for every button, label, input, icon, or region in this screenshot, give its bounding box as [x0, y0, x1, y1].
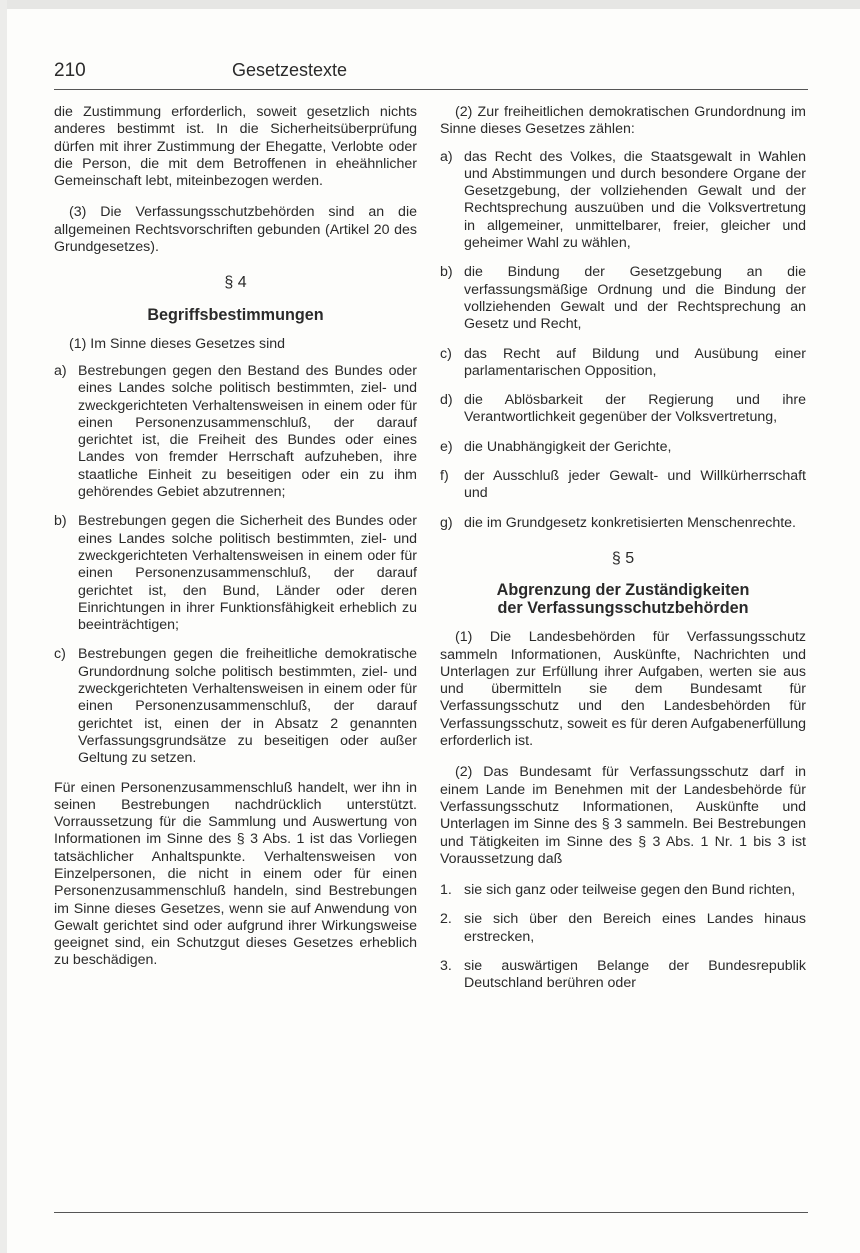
list-marker: b)	[440, 264, 453, 281]
list-text: die Bindung der Gesetzgebung an die verfassungsmäßige Ordnung und die Bindung der vollziehenden Gewalt und der Rechtsprechung an Gesetz und Recht,	[464, 264, 806, 333]
section-title-line: Abgrenzung der Zuständigkeiten	[496, 581, 750, 600]
list-item	[440, 264, 806, 333]
list-item	[440, 392, 806, 427]
section-title	[440, 581, 806, 617]
list-item	[440, 911, 806, 946]
list-text: der Ausschluß jeder Gewalt- und Willkürherrschaft und	[464, 468, 806, 502]
list-marker: 2.	[440, 911, 452, 928]
list-item	[440, 515, 806, 532]
left-column	[54, 104, 417, 984]
list-item	[440, 346, 806, 381]
list-marker: f)	[440, 468, 449, 485]
list-text: Bestrebungen gegen die Sicherheit des Bundes oder eines Landes solche politisch bestimmten, ziel- und zweckgerichteten Verhaltensweisen in einem oder für einen Personenzusammenschluß, der darauf gerichtet ist, den Bund, Länder oder deren Einrichtungen in ihrer Funktionsfähigkeit erheblich zu beeinträchtigen;	[78, 513, 417, 634]
page-edge-left	[0, 0, 7, 1253]
list-text: das Recht des Volkes, die Staatsgewalt in Wahlen und Abstimmungen und durch besondere Organe der Gesetzgebung, der vollziehenden Gewalt und der Rechtsprechung auszuüben und die Volksvertretung in allgemeiner, unmittelbarer, freier, gleicher und geheimer Wahl zu wählen,	[464, 148, 806, 252]
list-marker: g)	[440, 514, 453, 531]
list-text: die Unabhängigkeit der Gerichte,	[464, 438, 672, 455]
running-head: Gesetzestexte	[232, 60, 348, 80]
section-number: § 4	[224, 274, 247, 292]
list-marker: 1.	[440, 882, 452, 899]
list-text: sie auswärtigen Belange der Bundesrepublik Deutschland berühren oder	[464, 957, 806, 992]
paragraph: (1) Im Sinne dieses Gesetzes sind	[69, 335, 286, 352]
list-text: sie sich über den Bereich eines Landes hinaus erstrecken,	[464, 911, 806, 945]
list-text: sie sich ganz oder teilweise gegen den Bund richten,	[464, 882, 796, 899]
list-item	[440, 149, 806, 253]
list-marker: d)	[440, 392, 453, 409]
list-text: die im Grundgesetz konkretisierten Menschenrechte.	[464, 514, 796, 531]
list-marker: a)	[440, 148, 453, 165]
header-rule	[54, 89, 808, 90]
list-text: die Ablösbarkeit der Regierung und ihre Verantwortlichkeit gegenüber der Volksvertretung,	[464, 392, 806, 426]
paragraph: (2) Zur freiheitlichen demokratischen Grundordnung im Sinne dieses Gesetzes zählen:	[440, 104, 806, 138]
list-text: Bestrebungen gegen den Bestand des Bundes oder eines Landes solche politisch bestimmten, ziel- und zweckgerichteten Verhaltensweisen in einem oder für einen Personenzusammenschluß, der darauf gerichtet ist, die Freiheit des Bundes oder eines Landes von fremder Herrschaft aufzuheben, ihre staatliche Einheit zu beseitigen oder ein zu ihm gehörendes Gebiet abzutrennen;	[78, 362, 417, 501]
list-item	[54, 646, 417, 767]
footer-rule	[54, 1212, 808, 1213]
list-item	[440, 958, 806, 993]
list-item	[54, 513, 417, 634]
list-marker: b)	[54, 513, 67, 530]
section-title-line: der Verfassungsschutzbehörden	[497, 599, 749, 618]
paragraph: (1) Die Landesbehörden für Verfassungsschutz sammeln Informationen, Auskünfte, Nachrichten und Unterlagen zur Erfüllung ihrer Aufgaben, werten sie aus und übermitteln sie dem Bundesamt für Verfassungsschutz und den Landesbehörden für Verfassungsschutz, soweit es für deren Aufgabenerfüllung erforderlich ist.	[440, 629, 806, 750]
page-edge	[0, 0, 860, 9]
list-item	[54, 363, 417, 501]
paragraph: (2) Das Bundesamt für Verfassungsschutz darf in einem Lande im Benehmen mit der Landesbehörde für Verfassungsschutz Informationen, Auskünfte und Unterlagen im Sinne des § 3 sammeln. Bei Bestrebungen und Tätigkeiten im Sinne des § 3 Abs. 1 Nr. 1 bis 3 ist Voraussetzung daß	[440, 764, 806, 867]
list-item	[440, 468, 806, 503]
section-title: Begriffsbestimmungen	[147, 305, 324, 324]
page-header	[54, 60, 808, 88]
paragraph: (3) Die Verfassungsschutzbehörden sind an die allgemeinen Rechtsvorschriften gebunden (Artikel 20 des Grundgesetzes).	[54, 204, 417, 256]
list-text: das Recht auf Bildung und Ausübung einer parlamentarischen Opposition,	[464, 345, 806, 379]
paragraph: die Zustimmung erforderlich, soweit gesetzlich nichts anderes bestimmt ist. In die Sicherheitsüberprüfung dürfen mit ihrer Zustimmung der Ehegatte, Verlobte oder die Person, die mit dem Betroffenen in eheähnlicher Gemeinschaft lebt, miteinbezogen werden.	[54, 104, 417, 190]
list-marker: c)	[54, 646, 66, 663]
list-item	[440, 882, 806, 899]
paragraph: Für einen Personenzusammenschluß handelt, wer ihn in seinen Bestrebungen nachdrücklich unterstützt. Vorraussetzung für die Sammlung und Auswertung von Informationen im Sinne des § 3 Abs. 1 ist das Vorliegen tatsächlicher Anhaltspunkte. Verhaltensweisen von Einzelpersonen, die nicht in einem oder für einen Personenzusammenschluß handeln, sind Bestrebungen im Sinne dieses Gesetzes, wenn sie auf Anwendung von Gewalt gerichtet sind oder aufgrund ihrer Wirkungsweise geeignet sind, ein Schutzgut dieses Gesetzes erheblich zu beschädigen.	[54, 779, 417, 969]
list-marker: 3.	[440, 957, 452, 974]
list-marker: c)	[440, 345, 452, 362]
list-item	[440, 439, 806, 456]
section-number: § 5	[611, 549, 635, 567]
right-column	[440, 104, 806, 1005]
list-marker: e)	[440, 438, 453, 455]
list-text: Bestrebungen gegen die freiheitliche demokratische Grundordnung solche politisch bestimmten, ziel- und zweckgerichteten Verhaltensweisen in einem oder für einen Personenzusammenschluß, der darauf gerichtet ist, einen der in Absatz 2 genannten Verfassungsgrundsätze zu beseitigen oder außer Geltung zu setzen.	[78, 646, 417, 767]
page-number: 210	[54, 60, 86, 81]
list-marker: a)	[54, 362, 67, 379]
